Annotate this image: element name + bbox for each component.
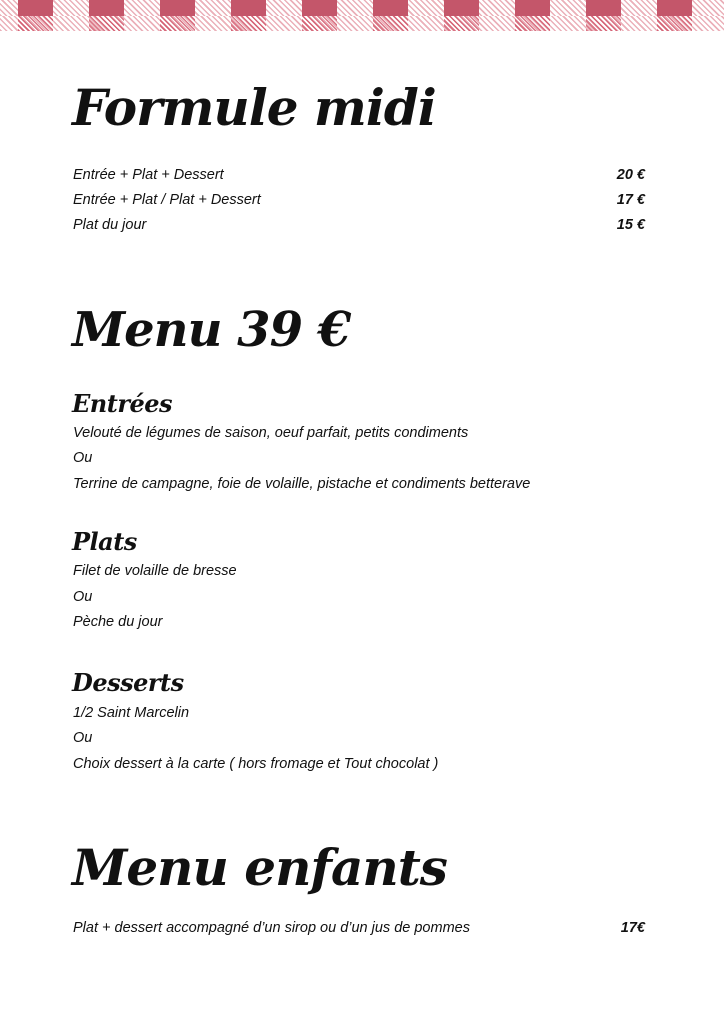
item-price: 15 € bbox=[616, 217, 645, 233]
item-label: Plat du jour bbox=[73, 217, 147, 233]
entrees-heading: Entrées bbox=[72, 389, 173, 418]
formule-midi-row bbox=[73, 192, 645, 212]
plat-line: Ou bbox=[73, 589, 93, 605]
item-price: 20 € bbox=[616, 167, 645, 183]
gingham-border-stripes bbox=[0, 16, 724, 31]
entree-line: Terrine de campagne, foie de volaille, pistache et condiments betterave bbox=[73, 476, 531, 492]
item-label: Plat + dessert accompagné d’un sirop ou d’un jus de pommes bbox=[73, 920, 470, 936]
plat-line: Pèche du jour bbox=[73, 614, 163, 630]
item-price: 17 € bbox=[616, 192, 645, 208]
menu-enfants-title: Menu enfants bbox=[72, 838, 447, 897]
menu-enfants-row bbox=[73, 920, 645, 940]
item-label: Entrée + Plat / Plat + Dessert bbox=[73, 192, 261, 208]
dessert-line: 1/2 Saint Marcelin bbox=[73, 705, 190, 721]
entree-line: Ou bbox=[73, 450, 93, 466]
dessert-line: Choix dessert à la carte ( hors fromage et Tout chocolat ) bbox=[73, 756, 439, 772]
item-label: Entrée + Plat + Dessert bbox=[73, 167, 224, 183]
formule-midi-title: Formule midi bbox=[72, 78, 436, 137]
item-price: 17€ bbox=[620, 920, 645, 936]
plats-heading: Plats bbox=[72, 527, 137, 556]
formule-midi-row bbox=[73, 217, 645, 237]
menu-39-title: Menu 39 € bbox=[72, 302, 351, 358]
desserts-heading: Desserts bbox=[72, 668, 184, 697]
entree-line: Velouté de légumes de saison, oeuf parfait, petits condiments bbox=[73, 425, 469, 441]
plat-line: Filet de volaille de bresse bbox=[73, 563, 237, 579]
dessert-line: Ou bbox=[73, 730, 93, 746]
gingham-border-blocks bbox=[0, 0, 724, 16]
formule-midi-row bbox=[73, 167, 645, 187]
